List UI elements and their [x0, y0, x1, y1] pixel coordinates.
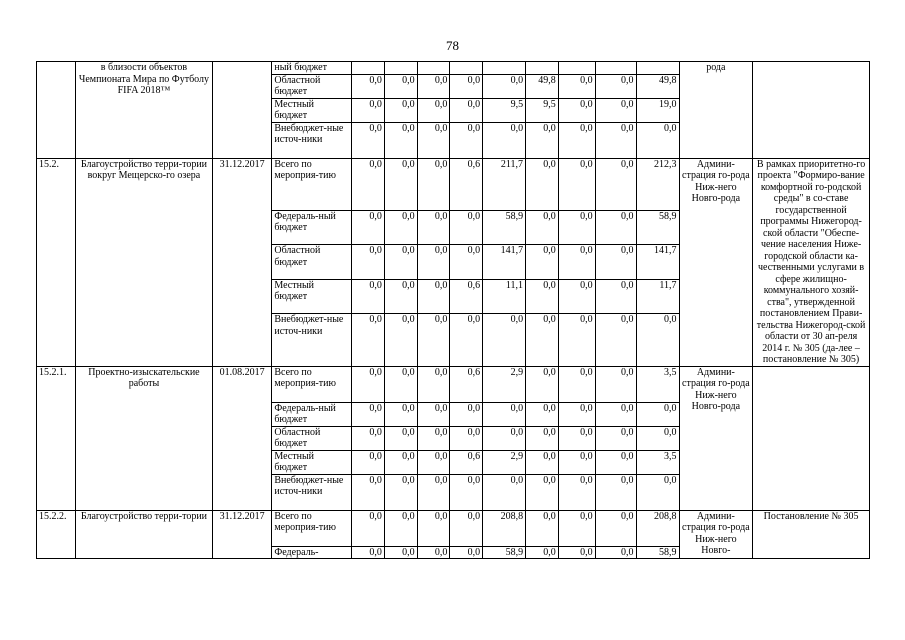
amount-cell: 0,0	[450, 314, 483, 366]
amount-cell: 0,0	[417, 314, 450, 366]
table-row	[37, 366, 870, 402]
amount-cell: 0,0	[558, 279, 595, 314]
amount-cell: 0,0	[417, 450, 450, 474]
amount-cell: 0,0	[595, 158, 636, 210]
amount-cell: 0,6	[450, 279, 483, 314]
funding-source-cell: Местный бюджет	[272, 279, 352, 314]
item-number-cell: 15.2.2.	[37, 510, 76, 559]
amount-cell: 0,0	[417, 546, 450, 559]
amount-cell: 0,0	[417, 510, 450, 546]
note-cell	[753, 366, 870, 510]
amount-cell: 0,0	[558, 366, 595, 402]
amount-cell: 0,0	[384, 74, 417, 98]
amount-cell	[526, 62, 559, 75]
funding-source-cell: Внебюджет-ные источ-ники	[272, 474, 352, 510]
amount-cell: 0,0	[558, 402, 595, 426]
amount-cell: 0,0	[417, 210, 450, 245]
amount-cell: 208,8	[483, 510, 526, 546]
funding-source-cell: Областной бюджет	[272, 426, 352, 450]
amount-cell: 0,0	[526, 314, 559, 366]
amount-cell: 0,0	[526, 426, 559, 450]
amount-cell: 0,0	[352, 402, 385, 426]
funding-source-cell: Областной бюджет	[272, 245, 352, 280]
amount-cell: 0,0	[558, 450, 595, 474]
amount-cell: 0,0	[352, 122, 385, 158]
amount-cell: 0,0	[450, 402, 483, 426]
responsible-org-cell: рода	[679, 62, 753, 159]
amount-cell: 0,6	[450, 366, 483, 402]
amount-cell: 0,0	[636, 474, 679, 510]
amount-cell: 0,0	[526, 402, 559, 426]
activity-name-cell: в близости объектов Чемпионата Мира по Футболу FIFA 2018™	[75, 62, 212, 159]
amount-cell: 0,0	[417, 474, 450, 510]
amount-cell: 0,0	[417, 74, 450, 98]
funding-source-cell: Всего по мероприя-тию	[272, 366, 352, 402]
deadline-cell: 01.08.2017	[213, 366, 272, 510]
amount-cell	[595, 62, 636, 75]
amount-cell: 0,0	[450, 122, 483, 158]
amount-cell: 0,0	[558, 210, 595, 245]
amount-cell: 0,0	[595, 474, 636, 510]
amount-cell: 9,5	[526, 98, 559, 122]
amount-cell: 0,0	[417, 98, 450, 122]
amount-cell: 0,0	[483, 74, 526, 98]
amount-cell: 0,0	[558, 474, 595, 510]
amount-cell: 0,0	[384, 366, 417, 402]
funding-source-cell: ный бюджет	[272, 62, 352, 75]
amount-cell: 0,0	[558, 158, 595, 210]
amount-cell: 0,0	[417, 279, 450, 314]
amount-cell: 0,0	[595, 245, 636, 280]
amount-cell: 0,0	[595, 450, 636, 474]
amount-cell: 0,0	[526, 546, 559, 559]
amount-cell: 0,0	[558, 98, 595, 122]
responsible-org-cell: Админи-страция го-рода Ниж-него Новго-рода	[679, 158, 753, 366]
responsible-org-cell: Админи-страция го-рода Ниж-него Новго-	[679, 510, 753, 559]
table-row	[37, 158, 870, 210]
amount-cell: 0,0	[352, 158, 385, 210]
funding-source-cell: Местный бюджет	[272, 450, 352, 474]
amount-cell: 0,0	[417, 245, 450, 280]
amount-cell: 0,0	[384, 279, 417, 314]
amount-cell: 0,0	[595, 546, 636, 559]
item-number-cell	[37, 62, 76, 159]
amount-cell: 0,0	[352, 426, 385, 450]
amount-cell: 0,0	[526, 474, 559, 510]
note-cell: В рамках приоритетно-го проекта "Формиро-вание комфортной го-родской среды" в со-ставе государственной программы Нижегород-ской области "Обеспе-чение населения Ниже-городской области ка-чественными услугами в сфере жилищно-коммунального хозяй-ства", утвержденной постановлением Прави-тельства Нижегород-ской области от 30 ап-реля 2014 г. № 305 (да-лее – постановление № 305)	[753, 158, 870, 366]
amount-cell: 0,0	[352, 450, 385, 474]
funding-source-cell: Внебюджет-ные источ-ники	[272, 122, 352, 158]
amount-cell: 0,0	[483, 426, 526, 450]
amount-cell: 0,0	[595, 402, 636, 426]
amount-cell: 49,8	[636, 74, 679, 98]
amount-cell: 0,0	[595, 510, 636, 546]
amount-cell: 0,0	[558, 122, 595, 158]
amount-cell: 49,8	[526, 74, 559, 98]
amount-cell: 3,5	[636, 366, 679, 402]
amount-cell	[352, 62, 385, 75]
amount-cell: 0,0	[352, 510, 385, 546]
amount-cell: 208,8	[636, 510, 679, 546]
amount-cell: 0,0	[595, 426, 636, 450]
amount-cell: 0,0	[450, 474, 483, 510]
amount-cell: 0,0	[558, 314, 595, 366]
amount-cell: 0,0	[450, 98, 483, 122]
funding-source-cell: Федераль-	[272, 546, 352, 559]
amount-cell: 0,0	[352, 366, 385, 402]
amount-cell	[558, 62, 595, 75]
amount-cell: 0,0	[483, 122, 526, 158]
amount-cell: 11,7	[636, 279, 679, 314]
note-cell: Постановление № 305	[753, 510, 870, 559]
amount-cell: 0,0	[595, 74, 636, 98]
amount-cell: 0,0	[384, 122, 417, 158]
amount-cell: 0,0	[384, 98, 417, 122]
amount-cell: 0,0	[483, 474, 526, 510]
amount-cell: 0,0	[526, 158, 559, 210]
amount-cell: 2,9	[483, 450, 526, 474]
amount-cell: 0,0	[450, 210, 483, 245]
funding-source-cell: Федераль-ный бюджет	[272, 402, 352, 426]
amount-cell: 0,0	[450, 245, 483, 280]
amount-cell	[636, 62, 679, 75]
amount-cell: 0,0	[526, 210, 559, 245]
amount-cell: 0,0	[384, 546, 417, 559]
amount-cell: 0,0	[526, 510, 559, 546]
funding-source-cell: Местный бюджет	[272, 98, 352, 122]
amount-cell: 0,6	[450, 158, 483, 210]
funding-source-cell: Областной бюджет	[272, 74, 352, 98]
amount-cell: 0,0	[384, 210, 417, 245]
activity-name-cell: Благоустройство терри-тории вокруг Мещерско-го озера	[75, 158, 212, 366]
amount-cell: 0,0	[417, 158, 450, 210]
amount-cell: 0,0	[450, 546, 483, 559]
amount-cell: 0,0	[450, 510, 483, 546]
amount-cell	[483, 62, 526, 75]
budget-table	[36, 61, 870, 559]
amount-cell: 9,5	[483, 98, 526, 122]
amount-cell: 0,0	[595, 210, 636, 245]
amount-cell: 19,0	[636, 98, 679, 122]
activity-name-cell: Благоустройство терри-тории	[75, 510, 212, 559]
amount-cell: 0,0	[384, 314, 417, 366]
amount-cell: 58,9	[636, 546, 679, 559]
amount-cell: 0,0	[595, 366, 636, 402]
amount-cell: 0,0	[417, 122, 450, 158]
amount-cell: 0,0	[526, 279, 559, 314]
amount-cell: 141,7	[636, 245, 679, 280]
amount-cell: 58,9	[636, 210, 679, 245]
amount-cell: 0,0	[417, 426, 450, 450]
amount-cell: 0,0	[384, 245, 417, 280]
amount-cell: 0,0	[384, 450, 417, 474]
note-cell	[753, 62, 870, 159]
responsible-org-cell: Админи-страция го-рода Ниж-него Новго-рода	[679, 366, 753, 510]
amount-cell: 0,0	[352, 210, 385, 245]
amount-cell: 0,0	[558, 74, 595, 98]
activity-name-cell: Проектно-изыскательские работы	[75, 366, 212, 510]
funding-source-cell: Всего по мероприя-тию	[272, 510, 352, 546]
amount-cell: 0,6	[450, 450, 483, 474]
amount-cell: 0,0	[450, 426, 483, 450]
amount-cell: 0,0	[417, 366, 450, 402]
amount-cell: 0,0	[558, 546, 595, 559]
amount-cell: 0,0	[352, 546, 385, 559]
amount-cell	[384, 62, 417, 75]
amount-cell: 0,0	[558, 510, 595, 546]
amount-cell: 212,3	[636, 158, 679, 210]
amount-cell: 0,0	[636, 314, 679, 366]
deadline-cell: 31.12.2017	[213, 158, 272, 366]
amount-cell: 0,0	[526, 245, 559, 280]
amount-cell: 2,9	[483, 366, 526, 402]
amount-cell: 58,9	[483, 546, 526, 559]
amount-cell: 0,0	[352, 74, 385, 98]
funding-source-cell: Внебюджет-ные источ-ники	[272, 314, 352, 366]
amount-cell: 0,0	[384, 474, 417, 510]
deadline-cell: 31.12.2017	[213, 510, 272, 559]
amount-cell: 0,0	[558, 245, 595, 280]
amount-cell: 141,7	[483, 245, 526, 280]
amount-cell: 3,5	[636, 450, 679, 474]
amount-cell: 0,0	[595, 98, 636, 122]
amount-cell: 0,0	[558, 426, 595, 450]
amount-cell: 0,0	[636, 122, 679, 158]
table-row	[37, 510, 870, 546]
table-row	[37, 62, 870, 75]
amount-cell: 0,0	[483, 314, 526, 366]
amount-cell: 0,0	[384, 158, 417, 210]
amount-cell: 0,0	[384, 402, 417, 426]
funding-source-cell: Федераль-ный бюджет	[272, 210, 352, 245]
amount-cell: 211,7	[483, 158, 526, 210]
amount-cell: 0,0	[417, 402, 450, 426]
item-number-cell: 15.2.1.	[37, 366, 76, 510]
amount-cell: 0,0	[384, 510, 417, 546]
table-body	[37, 62, 870, 559]
amount-cell: 0,0	[483, 402, 526, 426]
funding-source-cell: Всего по мероприя-тию	[272, 158, 352, 210]
amount-cell	[417, 62, 450, 75]
amount-cell: 0,0	[636, 426, 679, 450]
amount-cell: 0,0	[595, 314, 636, 366]
amount-cell: 0,0	[352, 314, 385, 366]
amount-cell: 0,0	[526, 122, 559, 158]
item-number-cell: 15.2.	[37, 158, 76, 366]
amount-cell: 0,0	[636, 402, 679, 426]
amount-cell: 0,0	[450, 74, 483, 98]
amount-cell: 0,0	[352, 98, 385, 122]
amount-cell: 0,0	[352, 279, 385, 314]
amount-cell: 0,0	[352, 474, 385, 510]
page-number: 78	[446, 38, 459, 53]
amount-cell: 0,0	[352, 245, 385, 280]
deadline-cell	[213, 62, 272, 159]
amount-cell: 0,0	[595, 279, 636, 314]
amount-cell: 0,0	[526, 450, 559, 474]
amount-cell: 0,0	[595, 122, 636, 158]
amount-cell: 11,1	[483, 279, 526, 314]
amount-cell: 0,0	[526, 366, 559, 402]
amount-cell	[450, 62, 483, 75]
amount-cell: 0,0	[384, 426, 417, 450]
amount-cell: 58,9	[483, 210, 526, 245]
